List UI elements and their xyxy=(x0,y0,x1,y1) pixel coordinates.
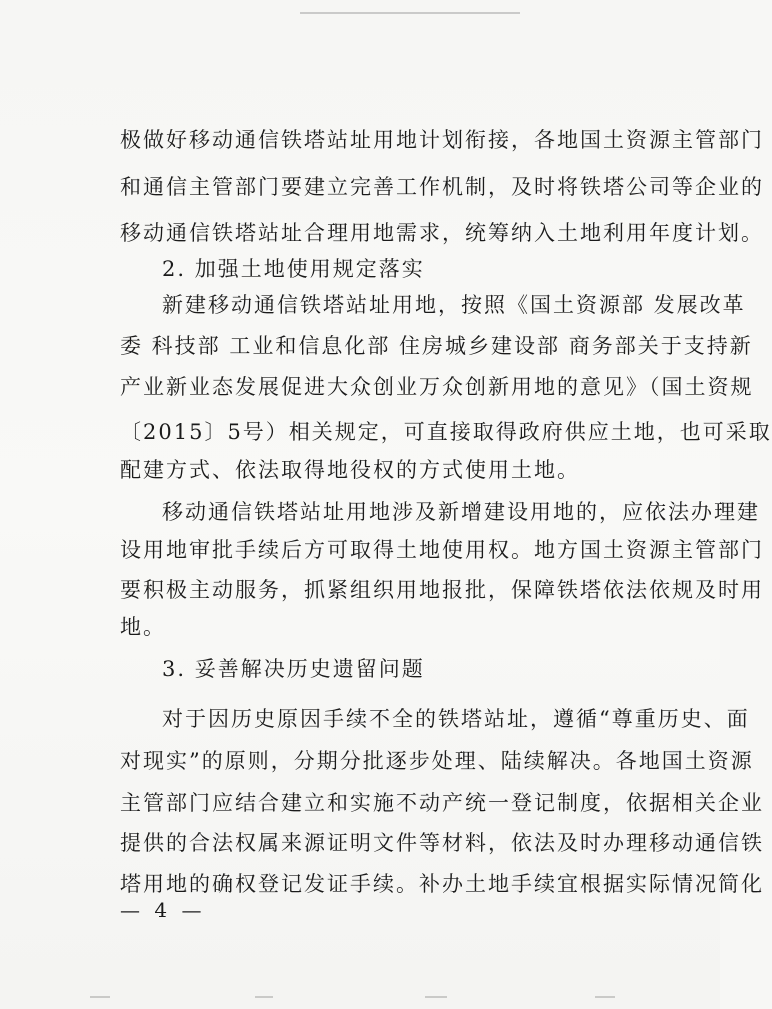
body-text-line: 对现实”的原则，分期分批逐步处理、陆续解决。各地国土资源 xyxy=(120,749,754,773)
scan-mark xyxy=(90,996,110,998)
body-text-line: 产业新业态发展促进大众创业万众创新用地的意见》（国土资规 xyxy=(120,375,754,399)
scan-mark xyxy=(595,996,615,998)
body-text-line: 地。 xyxy=(120,615,166,639)
body-text-line: 提供的合法权属来源证明文件等材料，依法及时办理移动通信铁 xyxy=(120,831,764,855)
scan-mark xyxy=(255,996,273,998)
scan-mark xyxy=(300,12,520,14)
body-text-line: 移动通信铁塔站址合理用地需求，统筹纳入土地利用年度计划。 xyxy=(120,221,764,245)
paragraph-first-line: 移动通信铁塔站址用地涉及新增建设用地的，应依法办理建 xyxy=(162,500,760,524)
body-text-line: 要积极主动服务，抓紧组织用地报批，保障铁塔依法依规及时用 xyxy=(120,578,764,602)
body-text-line: 和通信主管部门要建立完善工作机制，及时将铁塔公司等企业的 xyxy=(120,175,764,199)
body-text-line: 极做好移动通信铁塔站址用地计划衔接，各地国土资源主管部门 xyxy=(120,128,764,152)
paragraph-first-line: 新建移动通信铁塔站址用地，按照《国土资源部 发展改革 xyxy=(162,293,746,317)
paragraph-first-line: 对于因历史原因手续不全的铁塔站址，遵循“尊重历史、面 xyxy=(162,707,750,731)
body-text-line: 配建方式、依法取得地役权的方式使用土地。 xyxy=(120,458,580,482)
section-heading-3: 3. 妥善解决历史遗留问题 xyxy=(162,657,425,681)
body-text-line: 〔2015〕5号）相关规定，可直接取得政府供应土地，也可采取 xyxy=(120,420,772,444)
section-heading-2: 2. 加强土地使用规定落实 xyxy=(162,257,425,281)
body-text-line: 委 科技部 工业和信息化部 住房城乡建设部 商务部关于支持新 xyxy=(120,334,753,358)
body-text-line: 主管部门应结合建立和实施不动产统一登记制度，依据相关企业 xyxy=(120,791,764,815)
page-number: — 4 — xyxy=(120,898,206,922)
body-text-line: 设用地审批手续后方可取得土地使用权。地方国土资源主管部门 xyxy=(120,538,764,562)
scan-mark xyxy=(425,996,447,998)
body-text-line: 塔用地的确权登记发证手续。补办土地手续宜根据实际情况简化 xyxy=(120,872,764,896)
